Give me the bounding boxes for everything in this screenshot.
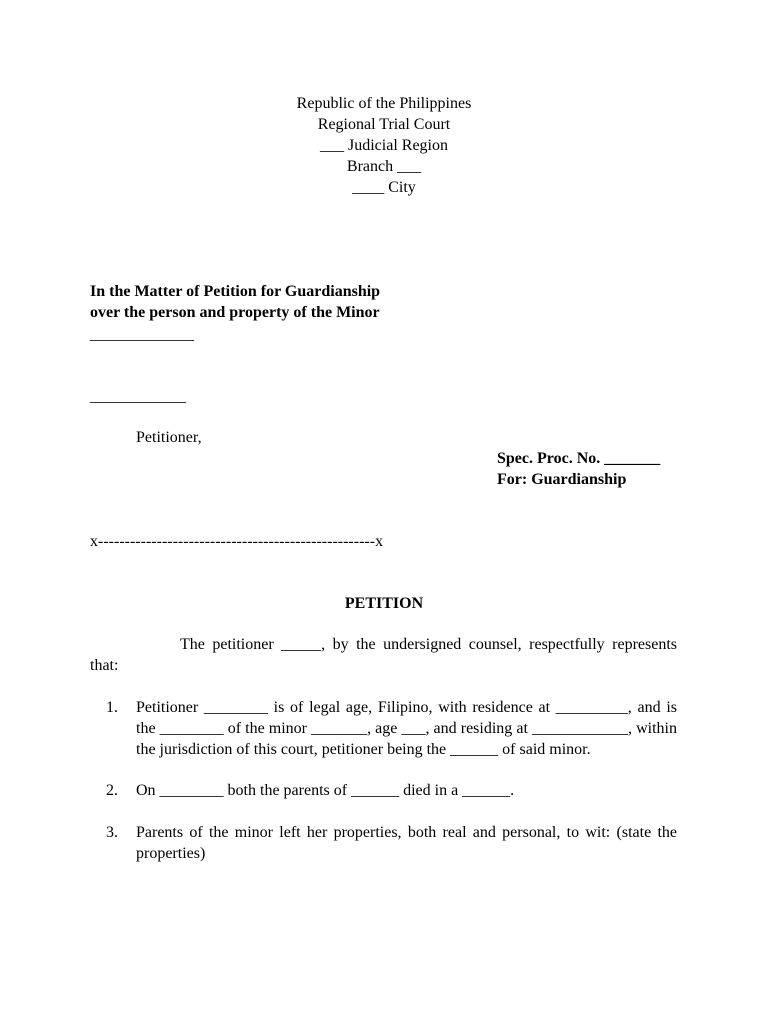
caption-separator: x----------------------------------------------------x bbox=[90, 533, 384, 550]
list-item-text: Petitioner ________ is of legal age, Filipino, with residence at _________, and is the ________ of the minor _______, age ___, and residing at ____________, within the jurisdiction of this court, petitioner being the ______ of said minor. bbox=[136, 699, 677, 758]
minor-name-blank: _____________ bbox=[90, 326, 194, 343]
intro-paragraph bbox=[90, 634, 677, 676]
spec-proc-number: Spec. Proc. No. _______ bbox=[497, 450, 661, 467]
caption-line-2: over the person and property of the Minor bbox=[90, 304, 380, 321]
case-type: For: Guardianship bbox=[497, 471, 627, 488]
list-item-number: 3. bbox=[106, 824, 118, 841]
list-item-number: 1. bbox=[106, 699, 118, 716]
petitioner-name-blank: ____________ bbox=[90, 388, 186, 405]
caption-line-1: In the Matter of Petition for Guardianship bbox=[90, 283, 381, 300]
numbered-list bbox=[106, 697, 677, 884]
header-branch: Branch ___ bbox=[346, 158, 422, 175]
header-region: ___ Judicial Region bbox=[320, 137, 448, 154]
list-item-text: On ________ both the parents of ______ died in a ______. bbox=[136, 782, 515, 799]
court-header bbox=[0, 93, 768, 198]
list-item-number: 2. bbox=[106, 782, 118, 799]
intro-text: The petitioner _____, by the undersigned counsel, respectfully represents that: bbox=[90, 636, 677, 674]
header-court: Regional Trial Court bbox=[317, 116, 451, 133]
case-caption bbox=[90, 281, 380, 323]
case-info bbox=[497, 448, 660, 490]
list-item-text: Parents of the minor left her properties, both real and personal, to wit: (state the properties) bbox=[136, 824, 677, 862]
header-republic: Republic of the Philippines bbox=[296, 95, 472, 112]
list-item bbox=[106, 780, 677, 801]
document-title: PETITION bbox=[344, 595, 424, 612]
list-item bbox=[106, 822, 677, 864]
list-item bbox=[106, 697, 677, 760]
petitioner-label: Petitioner, bbox=[136, 429, 202, 446]
header-city: ____ City bbox=[352, 179, 416, 196]
